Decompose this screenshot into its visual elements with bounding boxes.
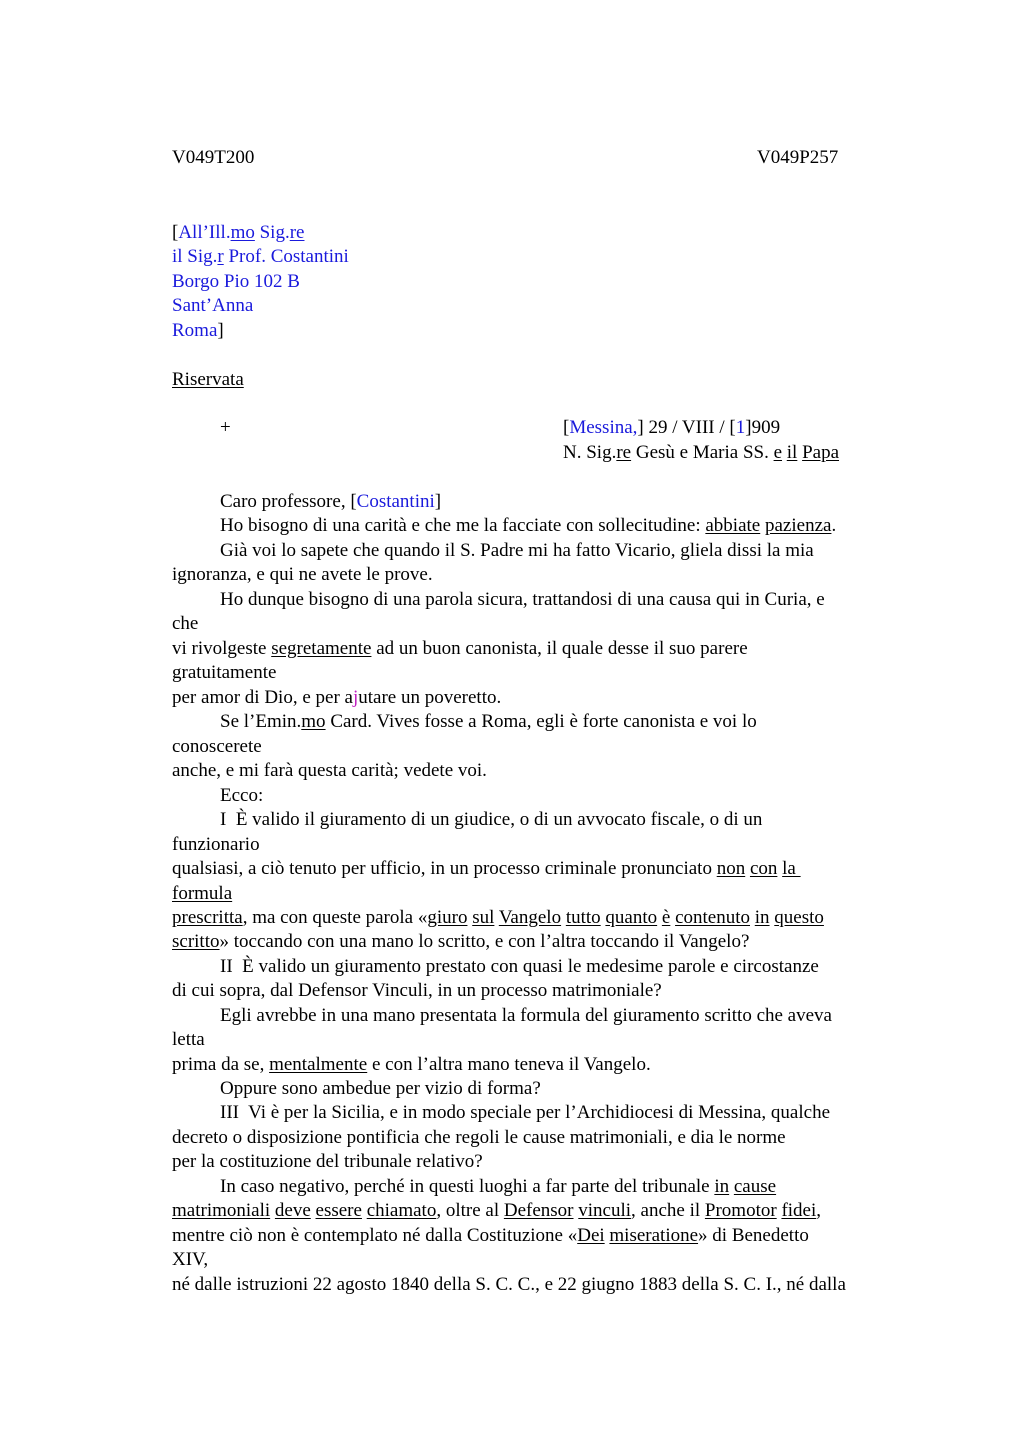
text: e con l’altra mano teneva il Vangelo. xyxy=(367,1054,651,1075)
invocation xyxy=(563,441,839,465)
underlined: in xyxy=(714,1176,730,1197)
underlined: contenuto xyxy=(675,907,751,928)
body-line: II È valido un giuramento prestato con quasi le medesime parole e circostanze xyxy=(220,956,819,977)
bracket: ] xyxy=(637,417,644,438)
address-text: Sig. xyxy=(254,222,290,243)
body-line xyxy=(172,1053,651,1077)
body-line: di cui sopra, dal Defensor Vinculi, in un processo matrimoniale? xyxy=(172,980,662,1001)
underlined: in xyxy=(754,907,770,928)
abbrev: re xyxy=(616,442,632,463)
text: per amor di Dio, e per a xyxy=(172,687,353,708)
body-line xyxy=(172,857,801,881)
body-line: funzionario xyxy=(172,834,260,855)
text: il xyxy=(786,442,798,463)
page-code-right xyxy=(757,146,838,170)
bracket: [ xyxy=(729,417,736,438)
underlined: Defensor xyxy=(503,1200,574,1221)
body-line: conoscerete xyxy=(172,736,262,757)
text: , oltre al xyxy=(436,1200,504,1221)
body-line: Ho dunque bisogno di una parola sicura, trattandosi di una causa qui in Curia, e xyxy=(220,589,825,610)
underlined: tutto xyxy=(565,907,601,928)
body-line xyxy=(172,686,501,710)
underlined: deve xyxy=(274,1200,311,1221)
underlined: essere xyxy=(315,1200,362,1221)
place-name: Messina, xyxy=(569,417,638,438)
text: mentre ciò non è contemplato né dalla Costituzione « xyxy=(172,1225,578,1246)
text: Caro professore, xyxy=(220,491,351,512)
body-line xyxy=(220,514,836,538)
correction-letter: j xyxy=(352,687,359,708)
underlined: miseratione xyxy=(609,1225,699,1246)
body-line: Ecco: xyxy=(220,785,264,806)
text: e xyxy=(773,442,783,463)
bracket: ] xyxy=(434,491,442,512)
underlined: è xyxy=(661,907,671,928)
text: qualsiasi, a ciò tenuto per ufficio, in un processo criminale pronunciato xyxy=(172,858,717,879)
body-line xyxy=(220,1175,776,1199)
address-abbrev: r xyxy=(217,246,224,267)
dateline xyxy=(563,416,780,440)
bracket: ] xyxy=(217,320,224,341)
underlined: chiamato xyxy=(366,1200,437,1221)
address-abbrev: re xyxy=(289,222,305,243)
body-line: per la costituzione del tribunale relativo? xyxy=(172,1151,483,1172)
underlined: prescritta xyxy=(172,907,243,928)
text: . xyxy=(831,515,837,536)
bracket: ] xyxy=(745,417,752,438)
body-line: XIV, xyxy=(172,1249,209,1270)
body-line: gratuitamente xyxy=(172,662,277,683)
page-code-left xyxy=(172,146,254,170)
underlined: abbiate xyxy=(705,515,761,536)
body-line xyxy=(172,930,749,954)
text: Se l’Emin. xyxy=(220,711,302,732)
underlined: matrimoniali xyxy=(172,1200,271,1221)
body-line: letta xyxy=(172,1029,205,1050)
underlined: Promotor xyxy=(704,1200,777,1221)
body-line: che xyxy=(172,613,199,634)
text: , ma con queste parola « xyxy=(242,907,428,928)
underlined: segretamente xyxy=(271,638,372,659)
body-line: formula xyxy=(172,883,233,904)
text: prima da se, xyxy=(172,1054,270,1075)
bracket: [ xyxy=(563,417,570,438)
underlined: mentalmente xyxy=(269,1054,368,1075)
text: N. Sig. xyxy=(563,442,617,463)
body-line xyxy=(172,637,748,661)
body-line: decreto o disposizione pontificia che regoli le cause matrimoniali, e dia le norme xyxy=(172,1127,786,1148)
code-text: V049P257 xyxy=(757,147,839,168)
address-text: il Sig. xyxy=(172,246,218,267)
bracket: [ xyxy=(350,491,357,512)
abbrev: mo xyxy=(301,711,326,732)
text: In caso negativo, perché in questi luoghi a far parte del tribunale xyxy=(220,1176,715,1197)
underlined: la xyxy=(782,858,801,879)
code-text: V049T200 xyxy=(172,147,255,168)
body-line: Oppure sono ambedue per vizio di forma? xyxy=(220,1078,541,1099)
text: Ho bisogno di una carità e che me la facciate con sollecitudine: xyxy=(220,515,706,536)
text: utare un poveretto. xyxy=(358,687,502,708)
address-text: All’Ill. xyxy=(178,222,231,243)
underlined: vinculi xyxy=(578,1200,632,1221)
text: , xyxy=(816,1200,822,1221)
text: » di Benedetto xyxy=(698,1225,809,1246)
text: Gesù e Maria SS. xyxy=(631,442,774,463)
underlined: sul xyxy=(472,907,495,928)
underlined: fidei xyxy=(781,1200,817,1221)
address-line-4: Sant’Anna xyxy=(172,295,254,316)
body-line: ignoranza, e qui ne avete le prove. xyxy=(172,564,433,585)
cross-mark: + xyxy=(220,417,231,438)
body-line: Egli avrebbe in una mano presentata la formula del giuramento scritto che aveva xyxy=(220,1005,832,1026)
body-line xyxy=(220,710,757,734)
address-line-3: Borgo Pio 102 B xyxy=(172,271,300,292)
underlined: scritto xyxy=(172,931,220,952)
date-year: 909 xyxy=(751,417,781,438)
address-line-2 xyxy=(172,245,349,269)
body-line: Già voi lo sapete che quando il S. Padre mi ha fatto Vicario, gliela dissi la mia xyxy=(220,540,814,561)
address-text: Prof. Costantini xyxy=(223,246,349,267)
underlined: giuro xyxy=(427,907,468,928)
body-line xyxy=(172,906,824,930)
text: » toccando con una mano lo scritto, e con l’altra toccando il Vangelo? xyxy=(219,931,750,952)
address-text: Roma xyxy=(172,320,218,341)
underlined: questo xyxy=(774,907,824,928)
address-abbrev: mo xyxy=(230,222,255,243)
underlined: Dei xyxy=(577,1225,605,1246)
underlined: con xyxy=(749,858,778,879)
text: Card. Vives fosse a Roma, egli è forte canonista e voi lo xyxy=(325,711,757,732)
body-line: anche, e mi farà questa carità; vedete voi. xyxy=(172,760,487,781)
date-digit: 1 xyxy=(735,417,746,438)
text: Papa xyxy=(802,442,840,463)
text: ad un buon canonista, il quale desse il suo parere xyxy=(371,638,748,659)
underlined: cause xyxy=(733,1176,777,1197)
body-line: III Vi è per la Sicilia, e in modo speciale per l’Archidiocesi di Messina, qualche xyxy=(220,1102,831,1123)
underlined: non xyxy=(716,858,746,879)
date-text: 29 / VIII / xyxy=(643,417,730,438)
salutation xyxy=(220,490,441,514)
body-line: I È valido il giuramento di un giudice, o di un avvocato fiscale, o di un xyxy=(220,809,763,830)
address-line-1 xyxy=(172,221,304,245)
underlined: Vangelo xyxy=(498,907,562,928)
text: , anche il xyxy=(631,1200,705,1221)
body-line: né dalle istruzioni 22 agosto 1840 della S. C. C., e 22 giugno 1883 della S. C. I., né dalla xyxy=(172,1274,846,1295)
bracket: [ xyxy=(172,222,179,243)
text: vi rivolgeste xyxy=(172,638,272,659)
body-line xyxy=(172,1224,809,1248)
body-line xyxy=(172,1199,821,1223)
underlined: quanto xyxy=(605,907,658,928)
underlined: pazienza xyxy=(764,515,832,536)
riservata-label: Riservata xyxy=(172,369,244,390)
recipient-name: Costantini xyxy=(356,491,435,512)
address-line-5 xyxy=(172,319,224,343)
